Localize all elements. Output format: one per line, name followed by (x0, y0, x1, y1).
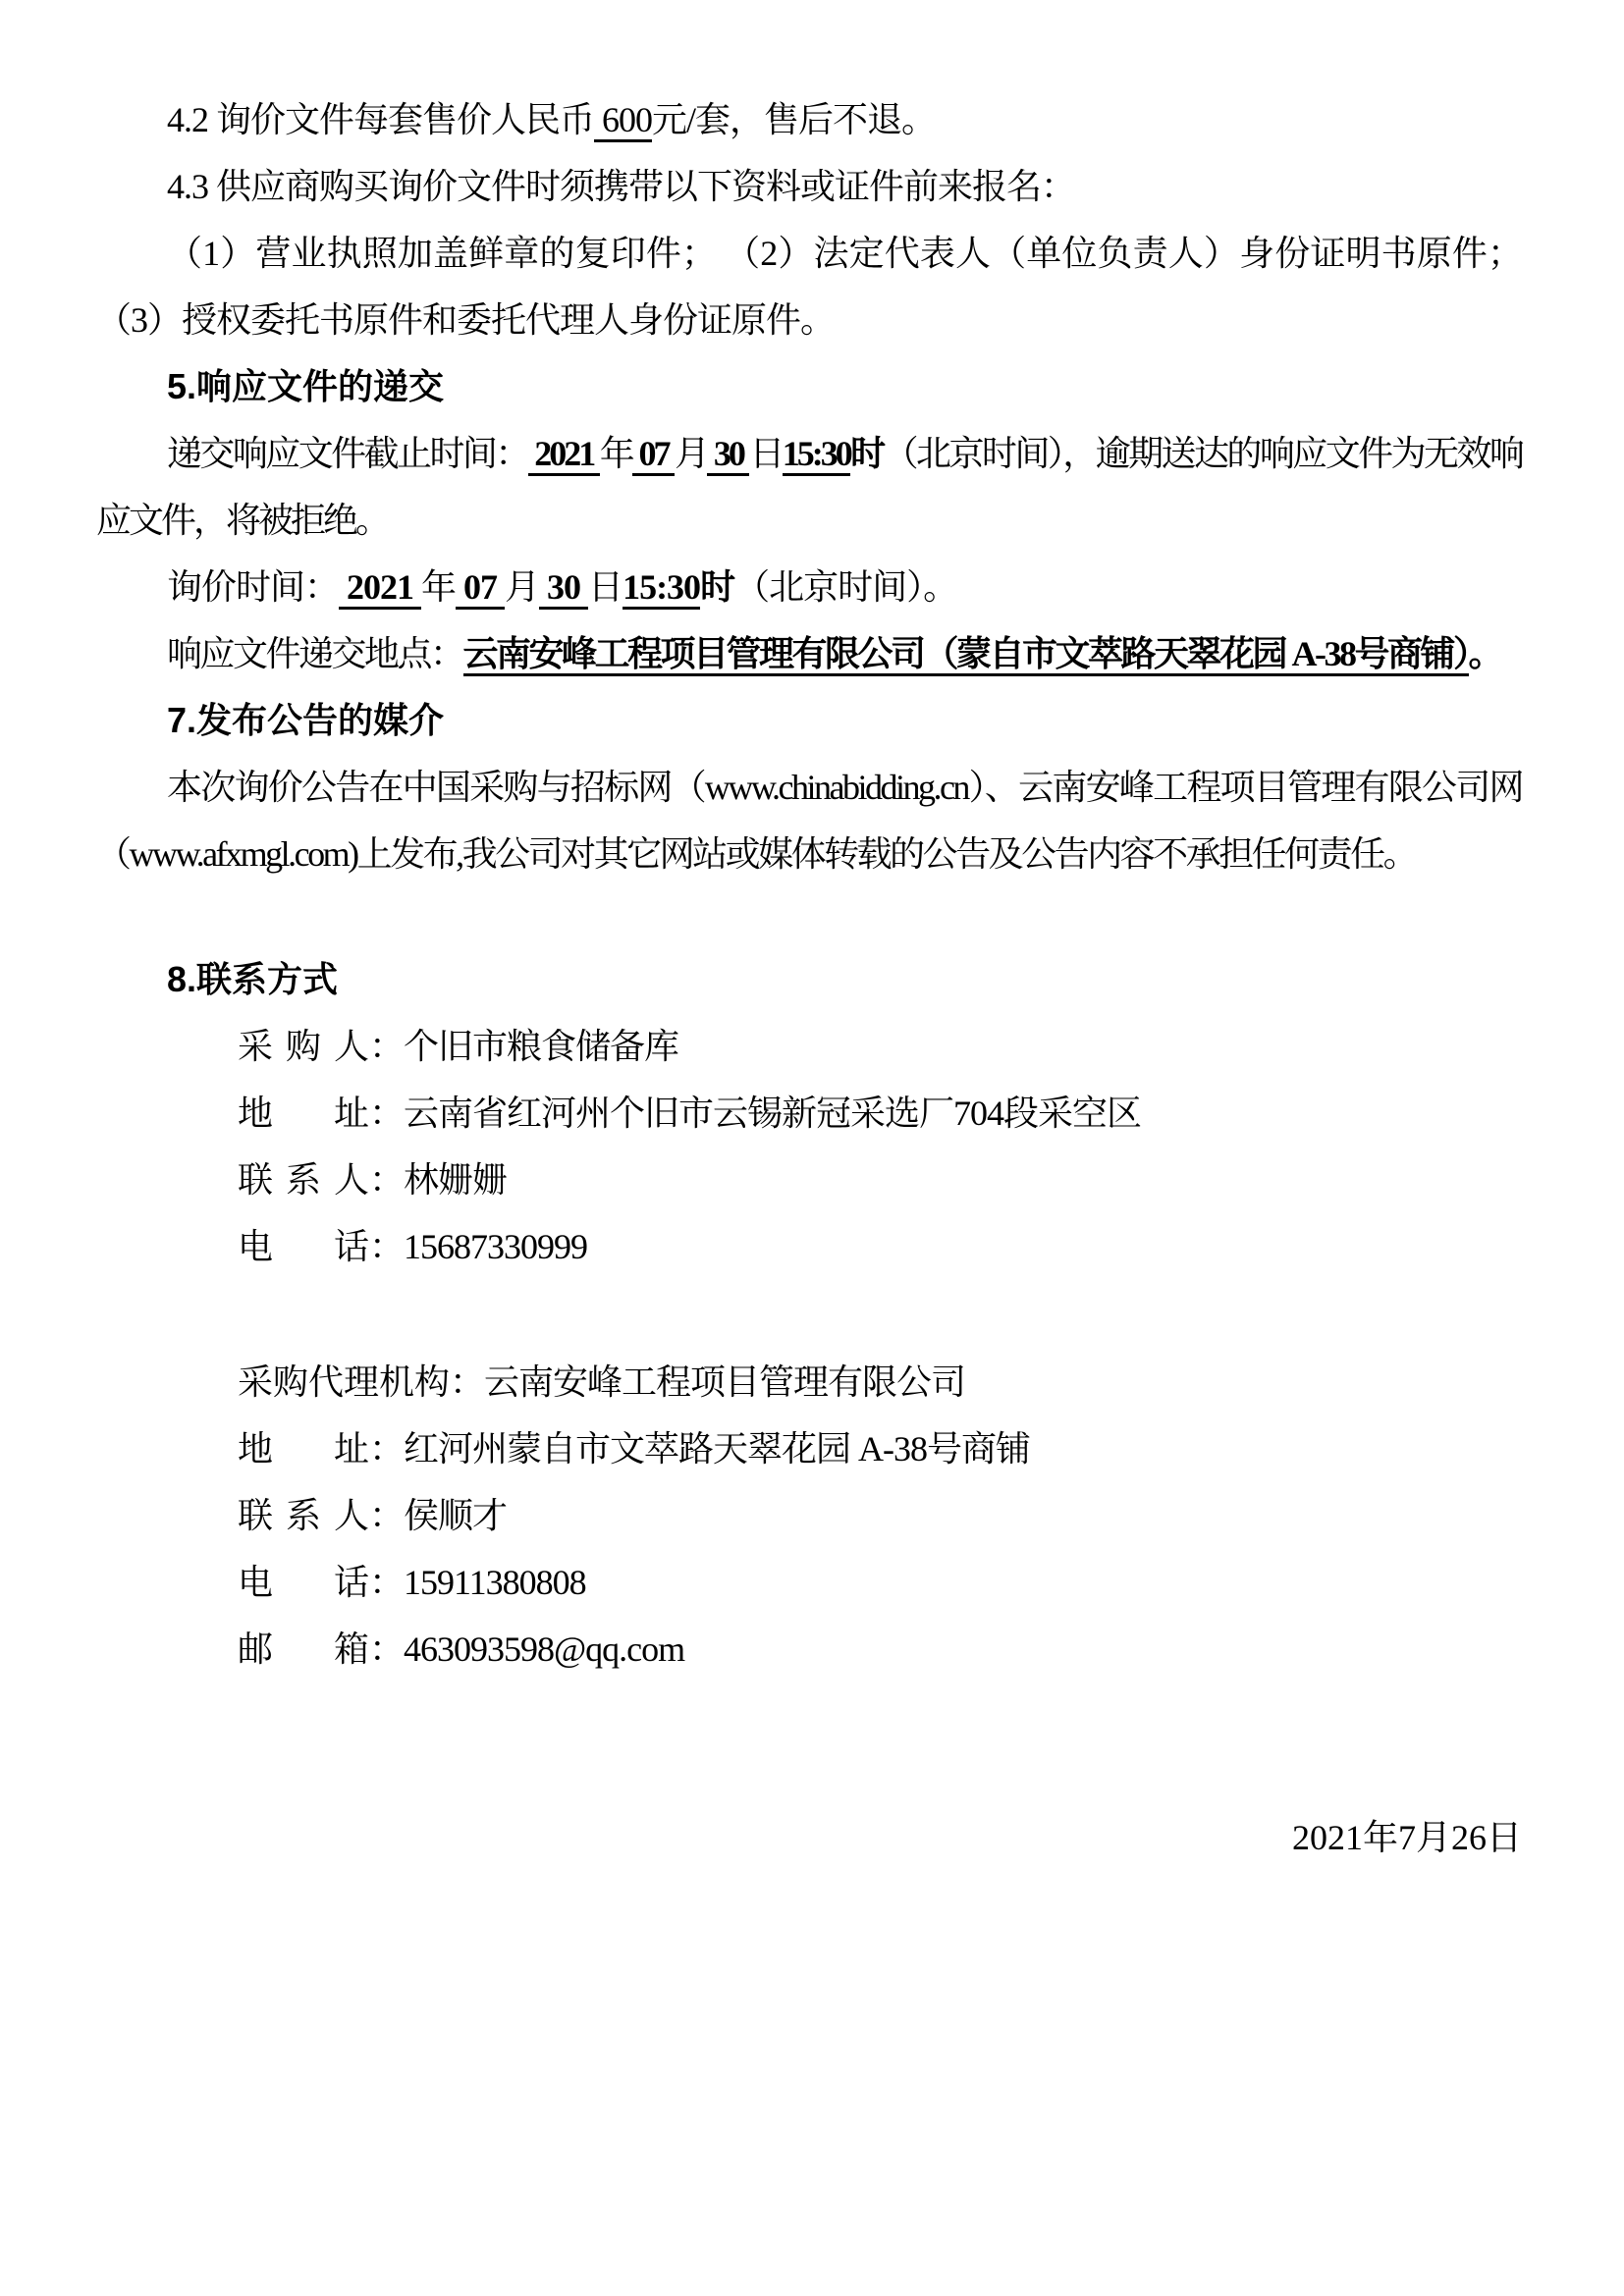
purchaser-contact-separator: ： (369, 1160, 405, 1200)
agency-address-row (96, 1415, 1522, 1482)
submission-place-label: 响应文件递交地点： (167, 634, 463, 673)
purchaser-name-separator: ： (369, 1027, 405, 1066)
agency-contact-value: 侯顺才 (404, 1496, 508, 1535)
agency-email-row (96, 1616, 1522, 1682)
agency-contact-separator: ： (369, 1496, 405, 1535)
deadline-time-unit: 时 (849, 434, 884, 473)
document-fee-value: 600 (594, 100, 652, 142)
inquiry-time-unit: 时 (700, 567, 735, 607)
announcement-media-paragraph: 本次询价公告在中国采购与招标网（www.chinabidding.cn）、云南安峰工程项目管理有限公司网（www.afxmgl.com)上发布,我公司对其它网站或媒体转载的公告及公告内容不承担任何责任。 (96, 768, 1522, 874)
clause-4-2-tail: 元/套，售后不退。 (652, 100, 937, 139)
submission-place-paragraph (96, 620, 1522, 687)
section-8-heading: 8.联系方式 (167, 959, 339, 999)
purchaser-name-row (96, 1013, 1522, 1080)
purchaser-phone-separator: ： (369, 1227, 405, 1266)
purchaser-phone-row (96, 1213, 1522, 1280)
agency-contact-row (96, 1482, 1522, 1549)
agency-phone-row (96, 1549, 1522, 1616)
purchaser-phone-label: 电话 (238, 1227, 369, 1266)
deadline-tail: （北京时间），逾期送达的响应文件为无效响应文件，将被拒绝。 (96, 434, 1522, 540)
inquiry-month-value: 07 (456, 567, 505, 610)
agency-name-separator: ： (450, 1362, 485, 1402)
agency-address-value: 红河州蒙自市文萃路天翠花园 A-38号商铺 (404, 1429, 1031, 1468)
deadline-time-value: 15:30 (783, 434, 850, 476)
agency-address-label: 地址 (238, 1429, 369, 1468)
clause-4-3: 4.3 供应商购买询价文件时须携带以下资料或证件前来报名： (167, 167, 1076, 206)
deadline-month-unit: 月 (675, 434, 708, 473)
inquiry-year-value: 2021 (339, 567, 421, 610)
deadline-year-unit: 年 (599, 434, 633, 473)
inquiry-time-label: 询价时间： (167, 567, 340, 607)
inquiry-time-value: 15:30 (623, 567, 700, 610)
section-7-heading: 7.发布公告的媒介 (167, 700, 445, 740)
agency-name-value: 云南安峰工程项目管理有限公司 (484, 1362, 966, 1402)
agency-phone-separator: ： (369, 1563, 405, 1602)
purchaser-contact-label: 联系人 (238, 1160, 369, 1200)
deadline-label: 递交响应文件截止时间： (167, 434, 528, 473)
inquiry-time-paragraph (96, 554, 1522, 620)
purchaser-address-value: 云南省红河州个旧市云锡新冠采选厂704段采空区 (404, 1094, 1142, 1133)
agency-name-label: 采购代理机构 (238, 1362, 451, 1402)
purchaser-contact-value: 林姗姗 (404, 1160, 508, 1200)
submission-place-tail: 。 (1468, 634, 1502, 673)
inquiry-day-unit: 日 (588, 567, 623, 607)
section-5-heading: 5.响应文件的递交 (167, 366, 445, 406)
inquiry-day-value: 30 (539, 567, 588, 610)
clause-4-2 (96, 86, 1522, 153)
document-date: 2021年7月26日 (1291, 1818, 1522, 1857)
deadline-day-value: 30 (707, 434, 749, 476)
agency-email-separator: ： (369, 1629, 405, 1669)
purchaser-address-row (96, 1080, 1522, 1147)
inquiry-time-tail: （北京时间）。 (734, 567, 958, 607)
agency-address-separator: ： (369, 1429, 405, 1468)
clause-4-2-text: 4.2 询价文件每套售价人民币 (167, 100, 595, 139)
inquiry-year-unit: 年 (421, 567, 457, 607)
agency-contact-label: 联系人 (238, 1496, 369, 1535)
deadline-day-unit: 日 (749, 434, 783, 473)
agency-phone-label: 电话 (238, 1563, 369, 1602)
purchaser-address-label: 地址 (238, 1094, 369, 1133)
purchaser-name-label: 采购人 (238, 1027, 369, 1066)
inquiry-month-unit: 月 (505, 567, 540, 607)
agency-email-value: 463093598@qq.com (404, 1629, 685, 1669)
required-documents-paragraph: （1）营业执照加盖鲜章的复印件； （2）法定代表人（单位负责人）身份证明书原件；（3）授权委托书原件和委托代理人身份证原件。 (96, 234, 1522, 340)
purchaser-phone-value: 15687330999 (404, 1227, 588, 1266)
agency-phone-value: 15911380808 (404, 1563, 586, 1602)
agency-email-label: 邮箱 (238, 1629, 369, 1669)
purchaser-name-value: 个旧市粮食储备库 (404, 1027, 679, 1066)
purchaser-contact-row (96, 1147, 1522, 1213)
submission-deadline-paragraph (96, 420, 1522, 554)
purchaser-address-separator: ： (369, 1094, 405, 1133)
submission-place-value: 云南安峰工程项目管理有限公司（蒙自市文萃路天翠花园 A-38号商铺） (463, 634, 1469, 676)
agency-name-row (96, 1349, 1522, 1415)
deadline-year-value: 2021 (528, 434, 600, 476)
deadline-month-value: 07 (632, 434, 675, 476)
